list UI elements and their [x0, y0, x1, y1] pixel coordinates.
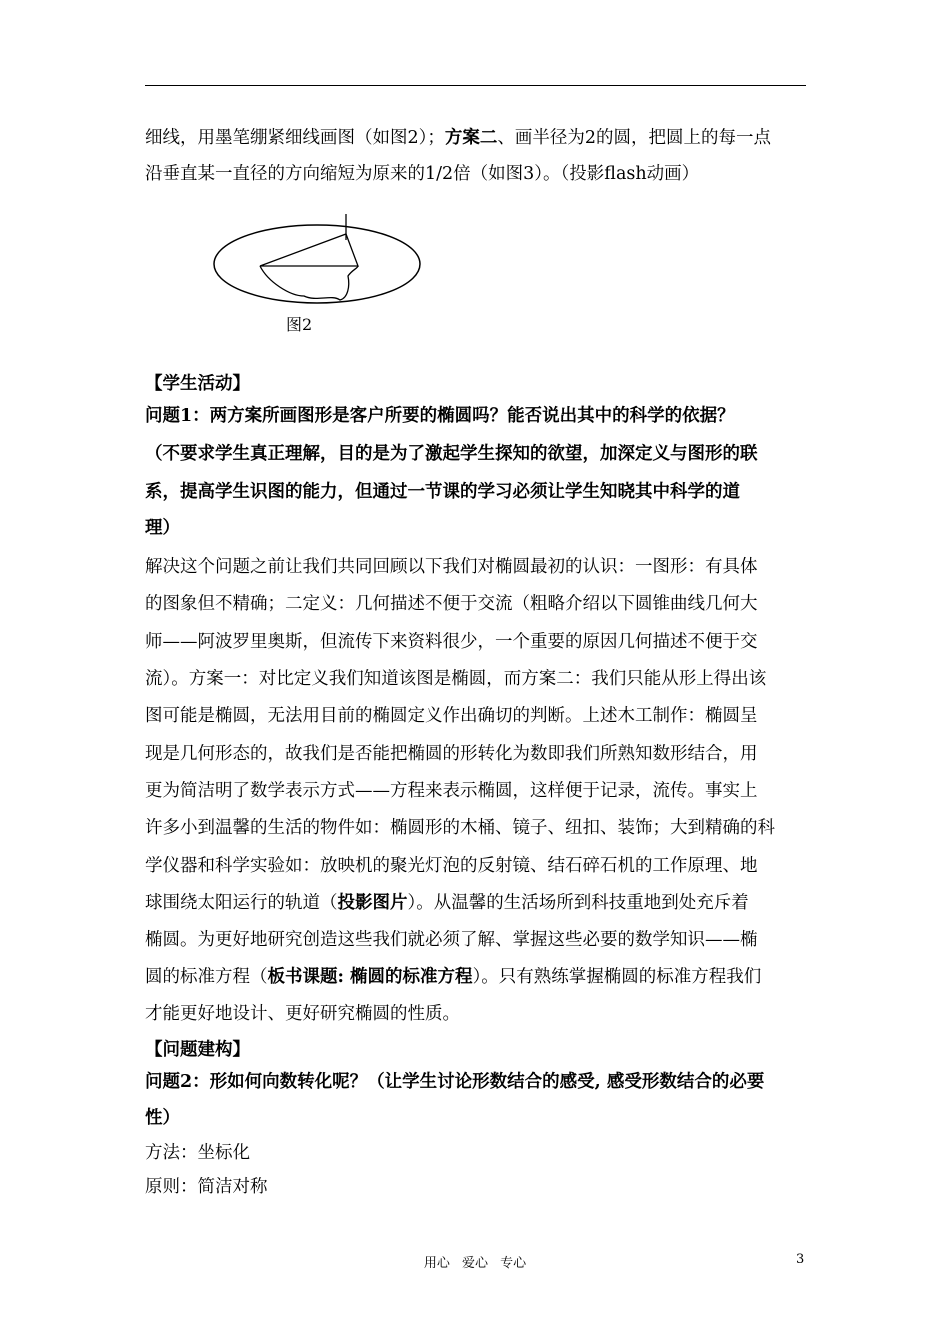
method-line: 方法：坐标化: [145, 1143, 250, 1163]
discussion-line-13: 才能更好地设计、更好研究椭圆的性质。: [145, 1004, 460, 1024]
discussion-line-3: 师——阿波罗里奥斯，但流传下来资料很少，一个重要的原因几何描述不便于交: [145, 632, 758, 652]
header-rule: [145, 85, 806, 86]
discussion-line-9: 学仪器和科学实验如：放映机的聚光灯泡的反射镜、结石碎石机的工作原理、地: [145, 856, 758, 876]
discussion-line-5: 图可能是椭圆，无法用目前的椭圆定义作出确切的判断。上述木工制作：椭圆呈: [145, 706, 758, 726]
figure-2-ellipse-drawing: [208, 214, 426, 306]
discussion-line-12: 圆的标准方程（板书课题: 椭圆的标准方程）。只有熟练掌握椭圆的标准方程我们: [145, 967, 762, 987]
question-1-line-2: （不要求学生真正理解，目的是为了激起学生探知的欲望，加深定义与图形的联: [145, 444, 758, 464]
question-2-line-2: 性）: [145, 1108, 180, 1128]
discussion-line-7: 更为简洁明了数学表示方式——方程来表示椭圆，这样便于记录，流传。事实上: [145, 781, 758, 801]
footer-motto: 用心 爱心 专心: [423, 1256, 527, 1271]
discussion-line-8: 许多小到温馨的生活的物件如：椭圆形的木桶、镜子、纽扣、装饰；大到精确的科: [145, 818, 775, 838]
question-1-line-4: 理）: [145, 518, 180, 538]
question-2-line-1: 问题2：形如何向数转化呢？（让学生讨论形数结合的感受, 感受形数结合的必要: [145, 1072, 765, 1092]
page-number: 3: [796, 1252, 805, 1267]
question-1-line-3: 系，提高学生识图的能力，但通过一节课的学习必须让学生知晓其中科学的道: [145, 482, 740, 502]
intro-line-1: 细线，用墨笔绷紧细线画图（如图2）；方案二、画半径为2的圆，把圆上的每一点: [145, 128, 772, 148]
problem-construction-heading: 【问题建构】: [145, 1040, 250, 1060]
student-activity-heading: 【学生活动】: [145, 374, 250, 394]
intro-line-2: 沿垂直某一直径的方向缩短为原来的1/2倍（如图3）。（投影flash动画）: [145, 164, 700, 184]
discussion-line-2: 的图象但不精确；二定义：几何描述不便于交流（粗略介绍以下圆锥曲线几何大: [145, 594, 758, 614]
discussion-line-4: 流）。方案一：对比定义我们知道该图是椭圆，而方案二：我们只能从形上得出该: [145, 669, 767, 689]
discussion-line-11: 椭圆。为更好地研究创造这些我们就必须了解、掌握这些必要的数学知识——椭: [145, 930, 758, 950]
principle-line: 原则：简洁对称: [145, 1177, 268, 1197]
discussion-line-10: 球围绕太阳运行的轨道（投影图片）。从温馨的生活场所到科技重地到处充斥着: [145, 893, 749, 913]
question-1-line-1: 问题1：两方案所画图形是客户所要的椭圆吗？能否说出其中的科学的依据？: [145, 406, 735, 426]
figure-2-caption: 图2: [286, 315, 313, 334]
discussion-line-6: 现是几何形态的，故我们是否能把椭圆的形转化为数即我们所熟知数形结合，用: [145, 744, 758, 764]
discussion-line-1: 解决这个问题之前让我们共同回顾以下我们对椭圆最初的认识：一图形：有具体: [145, 557, 758, 577]
